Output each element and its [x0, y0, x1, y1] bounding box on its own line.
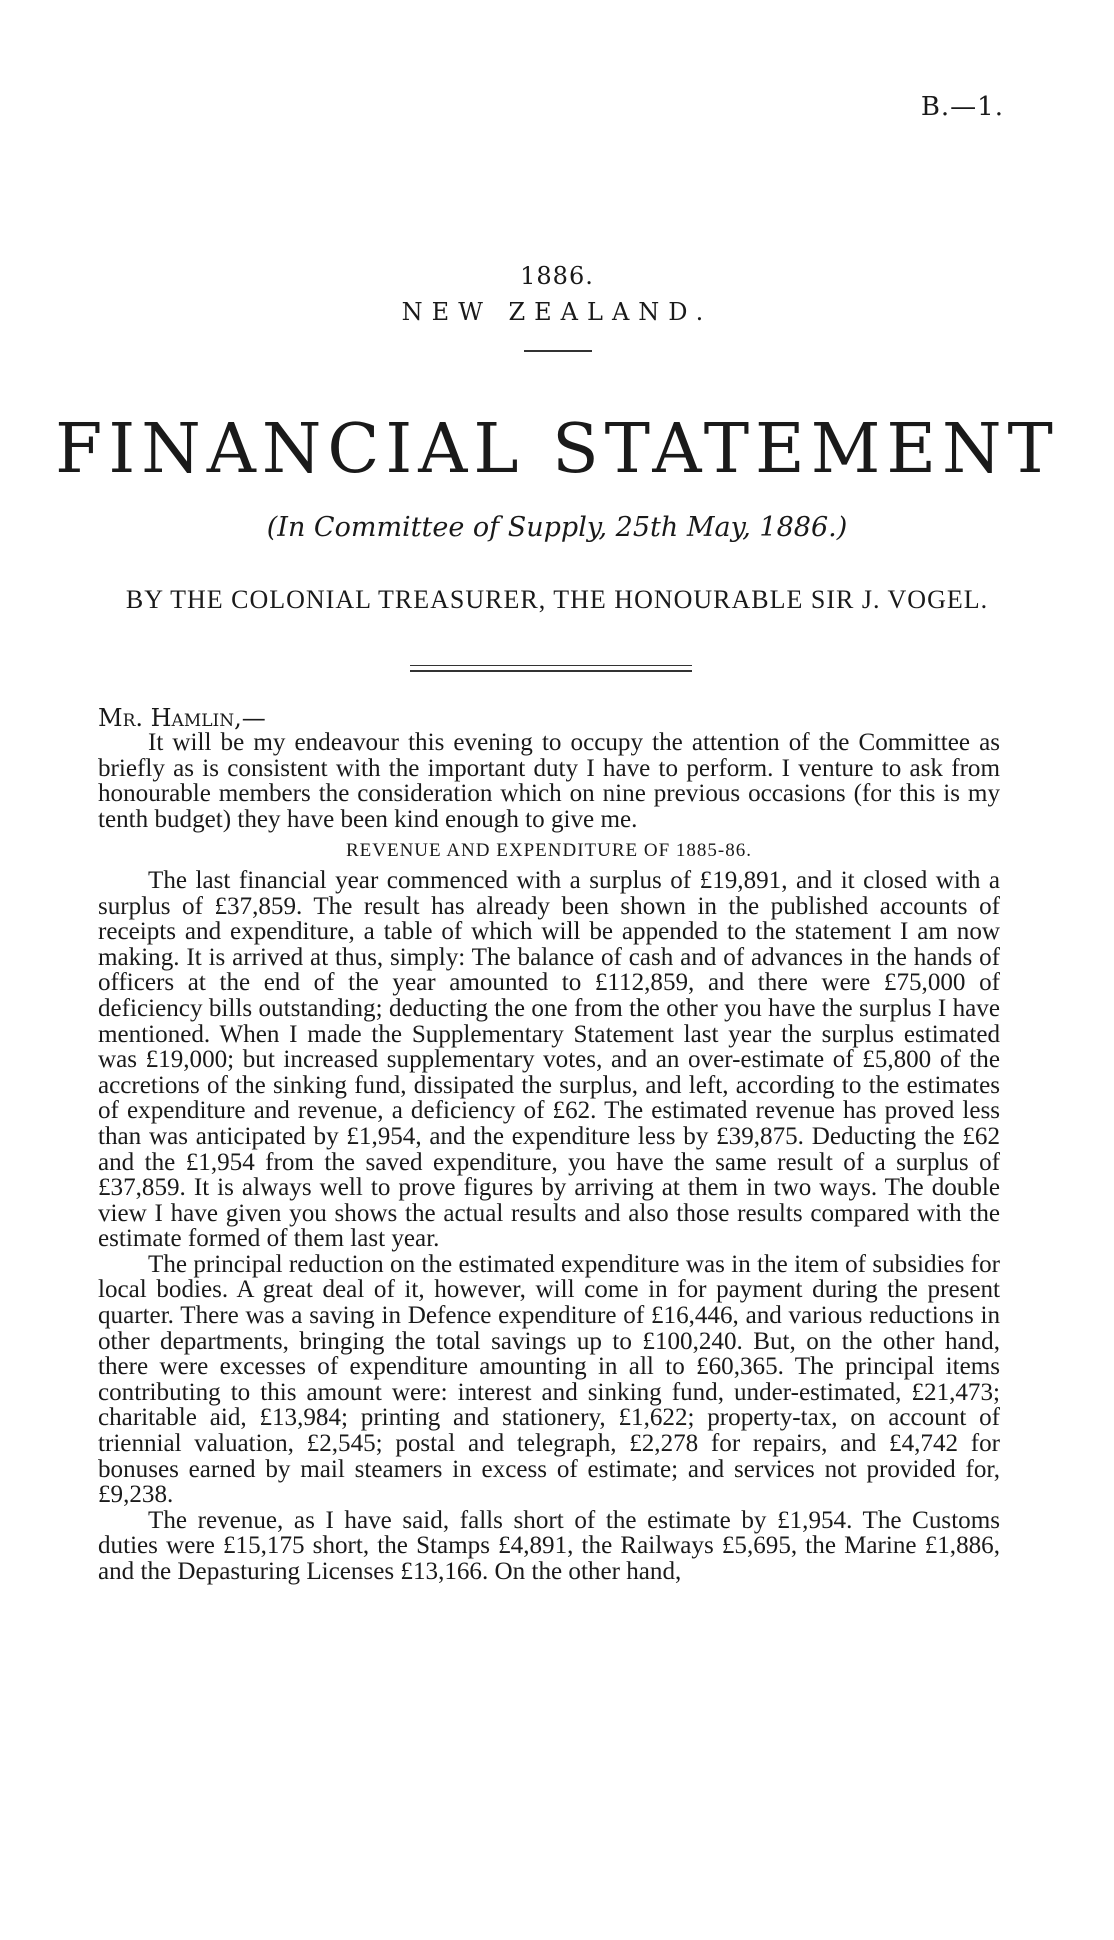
document-reference: B.—1.	[920, 92, 1004, 122]
divider-short	[524, 350, 592, 352]
paragraph-intro: It will be my endeavour this evening to occupy the attention of the Committee as briefly as is consistent with the important duty I have to perform. I venture to ask from honourable members the consideration which on nine previous occasions (for this is my tenth budget) they have been kind enough to give me.	[98, 729, 1000, 833]
document-country: NEW ZEALAND.	[401, 298, 713, 326]
salutation: Mr. Hamlin,—	[98, 704, 266, 732]
section-heading: REVENUE AND EXPENDITURE OF 1885-86.	[345, 840, 752, 862]
paragraph-surplus: The last financial year commenced with a surplus of £19,891, and it closed with a surplus of £37,859. The result has already been shown in the published accounts of receipts and expenditure, a table of which will be appended to the statement I am now making. It is arrived at thus, simply: The balance of cash and of advances in the hands of officers at the end of the year amounted to £112,859, and there were £75,000 of deficiency bills outstanding; deducting the one from the other you have the surplus I have mentioned. When I made the Supplementary Statement last year the surplus estimated was £19,000; but increased supplementary votes, and an over-estimate of £5,800 of the accretions of the sinking fund, dissipated the surplus, and left, according to the estimates of expenditure and revenue, a deficiency of £62. The estimated revenue has proved less than was anticipated by £1,954, and the expenditure less by £39,875. Deducting the £62 and the £1,954 from the saved expenditure, you have the same result of a surplus of £37,859. It is always well to prove figures by arriving at them in two ways. The double view I have given you shows the actual results and also those results compared with the estimate formed of them last year.	[98, 866, 1000, 1253]
paragraph-revenue: The revenue, as I have said, falls short of the estimate by £1,954. The Customs duties were £15,175 short, the Stamps £4,891, the Railways £5,695, the Marine £1,886, and the Depasturing Licenses £13,166. On the other hand,	[98, 1506, 1000, 1585]
document-body	[98, 730, 1000, 1585]
document-year: 1886.	[520, 262, 594, 290]
document-subtitle: (In Committee of Supply, 25th May, 1886.)	[266, 512, 848, 543]
document-title: FINANCIAL STATEMENT	[55, 410, 1059, 489]
document-byline: BY THE COLONIAL TREASURER, THE HONOURABLE SIR J. VOGEL.	[125, 585, 989, 614]
paragraph-expenditure: The principal reduction on the estimated expenditure was in the item of subsidies for local bodies. A great deal of it, however, will come in for payment during the present quarter. There was a saving in Defence expenditure of £16,446, and various reductions in other departments, bringing the total savings up to £100,240. But, on the other hand, there were excesses of expenditure amounting in all to £60,365. The principal items contributing to this amount were: interest and sinking fund, under-estimated, £21,473; charitable aid, £13,984; printing and stationery, £1,622; property-tax, on account of triennial valuation, £2,545; postal and telegraph, £2,278 for repairs, and £4,742 for bonuses earned by mail steamers in excess of estimate; and services not provided for, £9,238.	[98, 1250, 1000, 1509]
divider-double	[410, 665, 692, 672]
